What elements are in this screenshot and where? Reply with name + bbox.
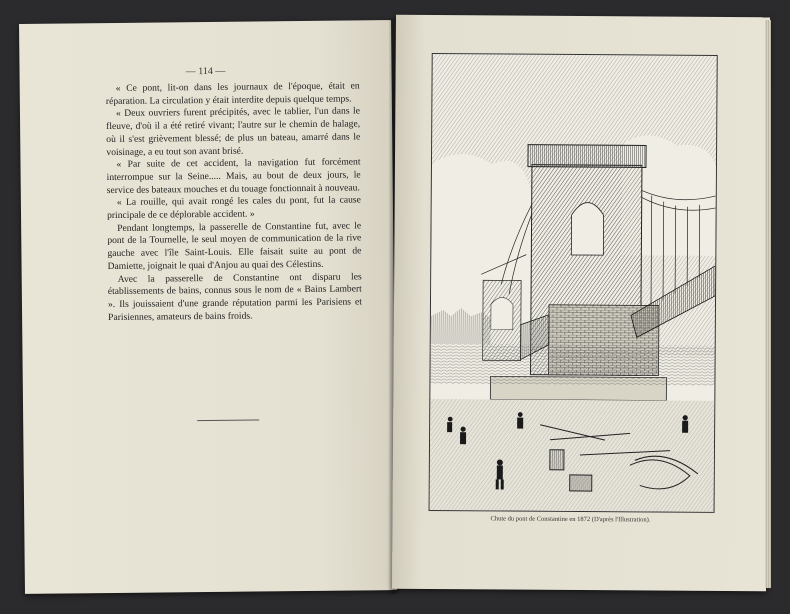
page-number: — 114 — <box>185 65 226 78</box>
paragraph-2: « Deux ouvriers furent précipités, avec le tablier, l'un dans le fleuve, d'où il a été retiré vivant; l'autre sur le chemin de halage, où il s'est grièvement blessé; de plus un bateau, amarré dans le voisinage, a eu tout son avant brisé. <box>106 105 361 158</box>
paragraph-3: « Par suite de cet accident, la navigation fut forcément interrompue sur la Seine..... Mais, au bout de deux jours, le service des bateaux mouches et du touage fonctionnait à nouveau. <box>106 156 361 196</box>
distant-buildings <box>431 308 491 344</box>
page-edges <box>765 20 771 588</box>
left-page <box>19 20 397 594</box>
distant-arch <box>491 297 513 329</box>
paragraph-1: « Ce pont, lit-on dans les journaux de l'époque, était en réparation. La circulation y était interdite depuis quelque temps. <box>105 80 360 107</box>
engraving-drawing <box>430 54 717 512</box>
paragraph-5: Pendant longtemps, la passerelle de Constantine fut, avec le pont de la Tournelle, le seul moyen de communication de la rive gauche avec l'île Saint-Louis. Elle faisait suite au pont de Damiette, joignait le quai d'Anjou au quai des Célestins. <box>107 220 362 272</box>
body-text <box>106 80 363 324</box>
tower-cornice <box>528 145 646 168</box>
river-water <box>430 344 714 386</box>
tower-arch <box>571 202 603 255</box>
ground-hatching <box>430 399 715 512</box>
paragraph-6: Avec la passerelle de Constantine ont disparu les établissements de bains, connus sous le nom de « Bains Lambert ». Ils jouissaient d'une grande réputation parmi les Parisiens et Parisiennes, amateurs de bains froids. <box>107 270 363 323</box>
illustration-caption: Chute du pont de Constantine en 1872 (D'après l'Illustration). <box>490 515 651 524</box>
paragraph-4: « La rouille, qui avait rongé les cales du pont, fut la cause principale de ce déplorable accident. » <box>106 194 361 222</box>
bridge-collapse-engraving <box>429 53 718 513</box>
section-divider <box>197 419 259 421</box>
right-page <box>392 15 770 592</box>
